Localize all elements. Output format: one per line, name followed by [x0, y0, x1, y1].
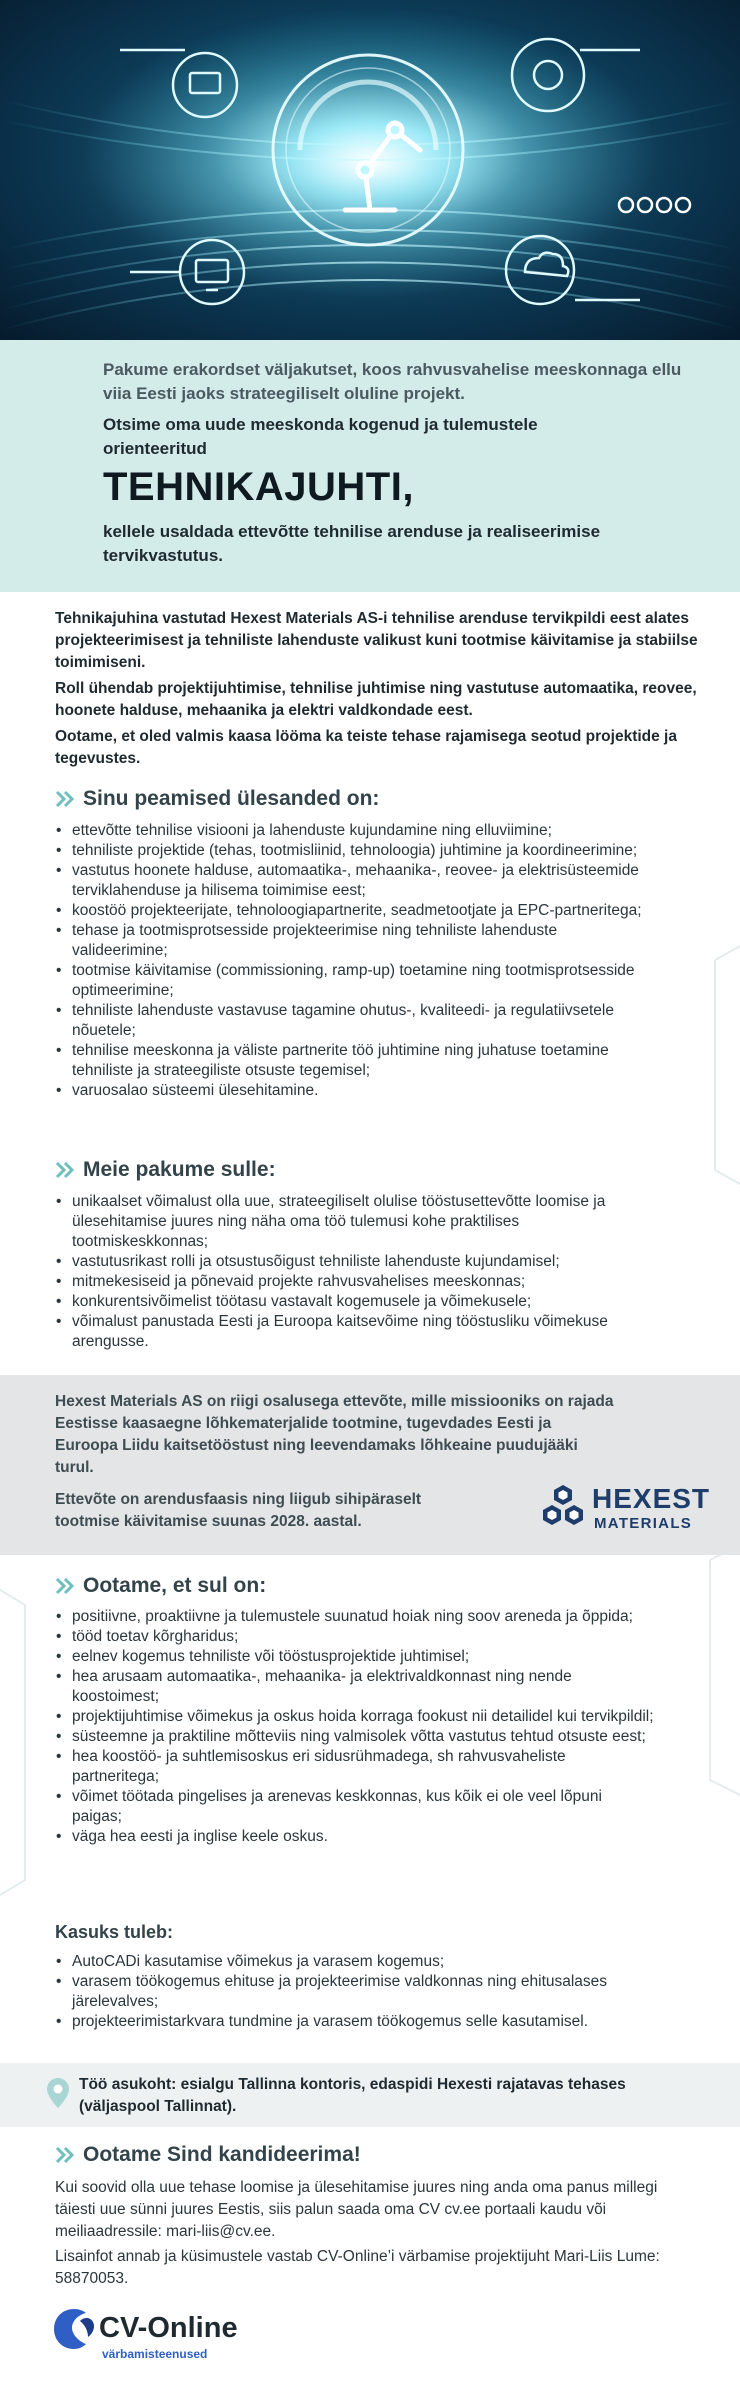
- hexagon-logo-icon: [538, 1483, 588, 1533]
- apply-heading: [55, 2143, 361, 2167]
- apply-paragraph-2: Lisainfot annab ja küsimustele vastab CV-Online’i värbamise projektijuht Mari-Liis Lume: 58870053.: [55, 2248, 660, 2287]
- cv-online-logo-icon: [52, 2307, 96, 2351]
- hero-illustration: [0, 0, 740, 340]
- list-item: • vastutus hoonete halduse, automaatika-, mehaanika-, reovee- ja elektrisüsteemide terviklahenduse ja hilisema toimimise eest;: [55, 861, 655, 901]
- list-item: • mitmekesiseid ja põnevaid projekte rahvusvahelises meeskonnas;: [55, 1272, 655, 1292]
- list-item: • varasem töökogemus ehituse ja projekteerimise valdkonnas ning ehitusalases järelevalves;: [55, 1972, 655, 2012]
- chevron-right-icon: [55, 1161, 75, 1179]
- hexest-logo: [538, 1483, 718, 1533]
- list-item: • väga hea eesti ja inglise keele oskus.: [55, 1827, 655, 1847]
- location-text: Töö asukoht: esialgu Tallinna kontoris, edaspidi Hexesti rajatavas tehases (väljaspool Tallinnat).: [79, 2076, 626, 2115]
- list-item: • unikaalset võimalust olla uue, strateegiliselt olulise tööstusettevõtte loomise ja ülesehitamise juures ning näha oma töö tulemusi kohe praktilises tootmiskeskkonnas;: [55, 1192, 655, 1252]
- plus-list: [55, 1952, 655, 2032]
- list-item: • süsteemne ja praktiline mõtteviis ning valmisolek võtta vastutus tehtud otsuste eest;: [55, 1727, 655, 1747]
- apply-heading-text: Ootame Sind kandideerima!: [83, 2143, 361, 2166]
- hexest-logo-sub: MATERIALS: [594, 1515, 693, 1532]
- list-item: • koostöö projekteerijate, tehnoloogiapartnerite, seadmetootjate ja EPC-partneritega;: [55, 901, 655, 921]
- company-info-band: [0, 1375, 740, 1555]
- list-item: • tööd toetav kõrgharidus;: [55, 1627, 655, 1647]
- list-item: • varuosalao süsteemi ülesehitamine.: [55, 1081, 655, 1101]
- list-item: • projektijuhtimise võimekus ja oskus hoida korraga fookust nii detailidel kui tervikpildil;: [55, 1707, 655, 1727]
- cv-online-logo-tag: värbamisteenused: [102, 2347, 208, 2361]
- list-item: • vastutusrikast rolli ja otsustusõigust tehniliste lahenduste kujundamisel;: [55, 1252, 655, 1272]
- chevron-right-icon: [55, 1577, 75, 1595]
- list-item: • positiivne, proaktiivne ja tulemustele suunatud hoiak ning soov areneda ja õppida;: [55, 1607, 655, 1627]
- intro-band: [0, 340, 740, 592]
- tasks-heading: [55, 787, 379, 811]
- location-pin-icon: [46, 2077, 70, 2109]
- list-item: • ettevõtte tehnilise visiooni ja lahenduste kujundamine ning elluviimine;: [55, 821, 655, 841]
- list-item: • AutoCADi kasutamise võimekus ja varasem kogemus;: [55, 1952, 655, 1972]
- chevron-right-icon: [55, 790, 75, 808]
- list-item: • hea arusaam automaatika-, mehaanika- ja elektrivaldkonnast ning nende koostoimest;: [55, 1667, 655, 1707]
- intro-lead: Pakume erakordset väljakutset, koos rahvusvahelise meeskonnaga ellu viia Eesti jaoks strateegiliselt oluline projekt.: [103, 360, 682, 403]
- list-item: • tehnilise meeskonna ja väliste partnerite töö juhtimine ning juhatuse toetamine tehniliste ja strateegiliste otsuste tegemisel;: [55, 1041, 655, 1081]
- list-item: • võimalust panustada Eesti ja Euroopa kaitsevõime ning tööstusliku võimekuse arengusse.: [55, 1312, 655, 1352]
- company-paragraph-2: Ettevõte on arendusfaasis ning liigub sihipäraselt tootmise käivitamise suunas 2028. aastal.: [55, 1491, 422, 1530]
- list-item: • võimet töötada pingelises ja arenevas keskkonnas, kus kõik ei ole veel lõpuni paigas;: [55, 1787, 655, 1827]
- location-band: [0, 2063, 740, 2127]
- tasks-heading-text: Sinu peamised ülesanded on:: [83, 787, 380, 810]
- plus-heading: Kasuks tuleb:: [55, 1922, 174, 1942]
- cv-online-logo-name: CV-Online: [99, 2312, 238, 2344]
- list-item: • tehase ja tootmisprotsesside projekteerimise ning tehniliste lahenduste valideerimine;: [55, 921, 655, 961]
- apply-paragraph-1: Kui soovid olla uue tehase loomise ja ülesehitamise juures ning anda oma panus millegi täiesti uue sünni juures Eestis, siis palun saada oma CV cv.ee portaali kaudu või meiliaadressile: mari-liis@cv.ee.: [55, 2179, 658, 2240]
- list-item: • eelnev kogemus tehniliste või tööstusprojektide juhtimisel;: [55, 1647, 655, 1667]
- list-item: • konkurentsivõimelist töötasu vastavalt kogemusele ja võimekusele;: [55, 1292, 655, 1312]
- list-item: • tootmise käivitamise (commissioning, ramp-up) toetamine ning tootmisprotsesside optimeerimine;: [55, 961, 655, 1001]
- list-item: • hea koostöö- ja suhtlemisoskus eri sidusrühmadega, sh rahvusvaheliste partneritega;: [55, 1747, 655, 1787]
- tasks-list: [55, 821, 655, 1101]
- hero-image: [0, 0, 740, 340]
- list-item: • projekteerimistarkvara tundmine ja varasem töökogemus selle kasutamisel.: [55, 2012, 655, 2032]
- intro-sub: Otsime oma uude meeskonda kogenud ja tulemustele orienteeritud: [103, 415, 538, 458]
- expect-list: [55, 1607, 655, 1847]
- offer-list: [55, 1192, 655, 1352]
- list-item: • tehniliste projektide (tehas, tootmisliinid, tehnoloogia) juhtimine ja koordineerimine;: [55, 841, 655, 861]
- list-item: • tehniliste lahenduste vastavuse tagamine ohutus-, kvaliteedi- ja regulatiivsetele nõuetele;: [55, 1001, 655, 1041]
- intro-after: kellele usaldada ettevõtte tehnilise arenduse ja realiseerimise tervikvastutus.: [103, 522, 601, 565]
- offer-heading: [55, 1158, 276, 1182]
- cv-online-logo: [52, 2303, 272, 2365]
- expect-heading: [55, 1574, 266, 1598]
- expect-heading-text: Ootame, et sul on:: [83, 1574, 267, 1597]
- role-paragraph-1: Tehnikajuhina vastutad Hexest Materials AS-i tehnilise arenduse tervikpildi eest alates projekteerimisest ja tehniliste lahenduste valikust kuni tootmise käivitamise ja stabiilse toimimiseni.: [55, 610, 698, 671]
- company-paragraph-1: Hexest Materials AS on riigi osalusega ettevõte, mille missiooniks on rajada Eestisse kaasaegne lõhkematerjalide tootmine, tugevdades Eesti ja Euroopa Liidu kaitsetööstust ning leevendamaks lõhkeaine puudujääki turul.: [55, 1393, 614, 1476]
- chevron-right-icon: [55, 2146, 75, 2164]
- offer-heading-text: Meie pakume sulle:: [83, 1158, 276, 1181]
- role-paragraph-2: Roll ühendab projektijuhtimise, tehnilise juhtimise ning vastutuse automaatika, reovee, hoonete halduse, mehaanika ja elektri valdkondade eest.: [55, 680, 697, 719]
- role-paragraph-3: Ootame, et oled valmis kaasa lööma ka teiste tehase rajamisega seotud projektide ja tegevustes.: [55, 728, 677, 767]
- hexest-logo-name: HEXEST: [592, 1483, 711, 1514]
- job-title: TEHNIKAJUHTI,: [103, 465, 414, 509]
